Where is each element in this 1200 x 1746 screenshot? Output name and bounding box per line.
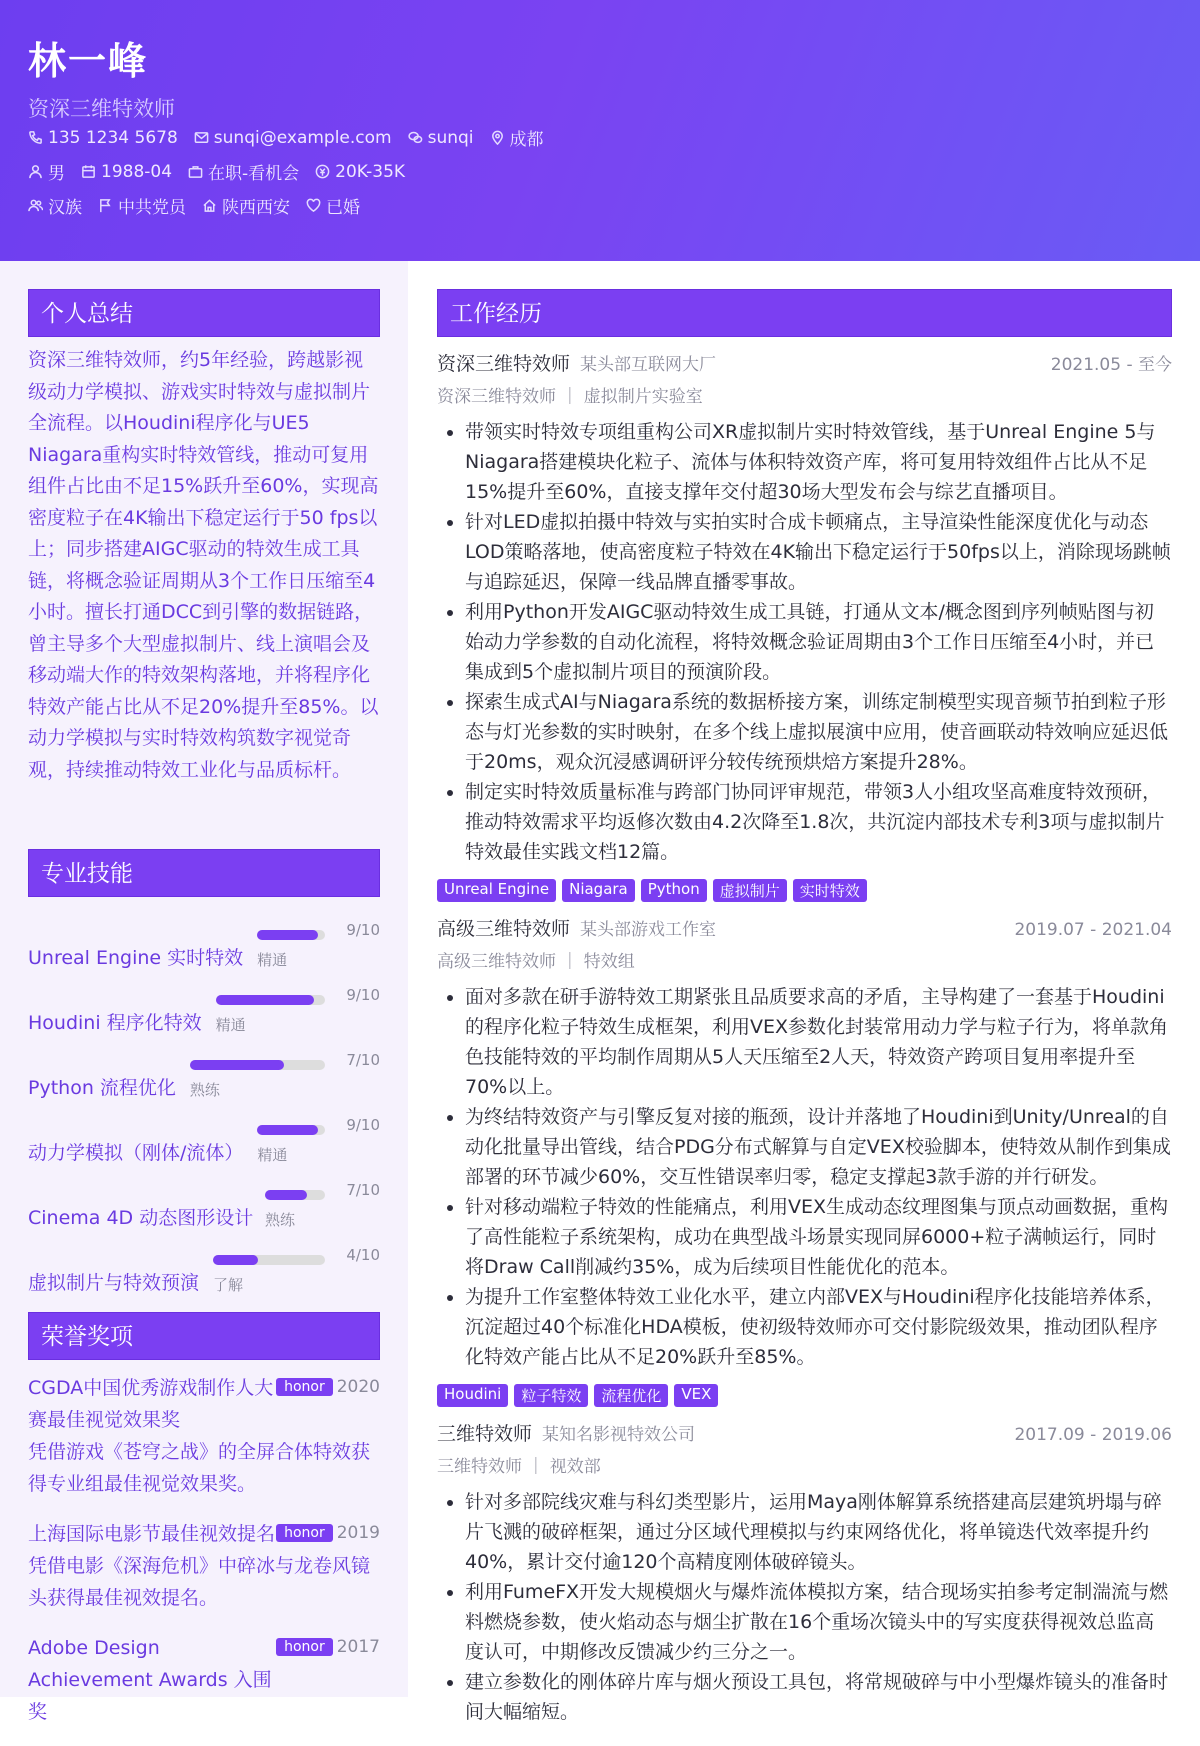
marital-text: 已婚: [326, 198, 360, 218]
location-item: [490, 125, 544, 150]
birth-text: 1988-04: [101, 161, 173, 182]
honor-meta: [276, 1637, 380, 1657]
honor-meta: [276, 1377, 380, 1397]
gender-item: [28, 159, 65, 184]
job-subtitle: 三维特效师 ｜ 视效部: [437, 1457, 601, 1477]
honor-description: 凭借电影《深海危机》中碎冰与龙卷风镜头获得最佳视效提名。: [28, 1555, 371, 1609]
honor-item: [28, 1372, 380, 1500]
skill-score: 7/10: [346, 1051, 380, 1069]
honor-badge: honor: [276, 1378, 333, 1396]
job-header: [437, 349, 1172, 376]
skill-bar: [257, 1125, 325, 1135]
honor-name: Adobe Design Achievement Awards 入围奖: [28, 1637, 272, 1723]
email-item[interactable]: [194, 128, 392, 148]
wechat-item[interactable]: [408, 128, 474, 148]
job-subtitle: 资深三维特效师 ｜ 虚拟制片实验室: [437, 387, 703, 407]
job-entry: [437, 914, 1172, 1407]
politics-item: [98, 193, 186, 218]
skill-item: [28, 1051, 380, 1116]
gender-text: 男: [48, 164, 65, 184]
job-bullet: • 利用FumeFX开发大规模烟火与爆炸流体模拟方案，结合现场实拍参考定制湍流与燃料燃烧参数，使火焰动态与烟尘扩散在16个重场次镜头中的写实度获得视效总监高度认可，中期修改反馈减少约三分之一。: [465, 1577, 1172, 1667]
skill-level: 精通: [257, 1146, 288, 1164]
job-bullet: • 利用Python开发AIGC驱动特效生成工具链，打通从文本/概念图到序列帧贴图与初始动力学参数的自动化流程，将特效概念验证周期由3个工作日压缩至4小时，并已集成到5个虚拟制片项目的预演阶段。: [465, 597, 1172, 687]
honor-year: 2017: [336, 1637, 380, 1657]
skills-section: [28, 849, 380, 1311]
job-tags: [437, 1384, 1172, 1407]
job-date: 2021.05 - 至今: [1050, 355, 1172, 375]
calendar-icon: [81, 164, 96, 179]
skill-bar: [257, 930, 325, 940]
personal-row: [28, 159, 405, 184]
skill-score: 7/10: [346, 1181, 380, 1199]
skill-level: 了解: [213, 1276, 244, 1294]
salary-icon: [315, 164, 330, 179]
skill-level: 熟练: [189, 1081, 220, 1099]
user-icon: [28, 164, 43, 179]
job-header: [437, 914, 1172, 941]
skill-score: 4/10: [346, 1246, 380, 1264]
job-title: 三维特效师: [437, 1423, 533, 1445]
wechat-text: sunqi: [427, 127, 474, 148]
background-row: [28, 193, 360, 218]
skill-level: 精通: [257, 951, 288, 969]
job-bullet: • 带领实时特效专项组重构公司XR虚拟制片实时特效管线，基于Unreal Engine 5与Niagara搭建模块化粒子、流体与体积特效资产库，将可复用特效组件占比从不足15%提升至60%，直接支撑年交付超30场大型发布会与综艺直播项目。: [465, 417, 1172, 507]
skills-list: [28, 921, 380, 1311]
job-subtitle: 高级三维特效师 ｜ 特效组: [437, 952, 635, 972]
job-bullet: • 制定实时特效质量标准与跨部门协同评审规范，带领3人小组攻坚高难度特效预研，推动特效需求平均返修次数由4.2次降至1.8次，共沉淀内部技术专利3项与虚拟制片特效最佳实践文档12篇。: [465, 777, 1172, 867]
skill-bar-fill: [257, 930, 318, 940]
skill-tag: Houdini: [437, 1384, 508, 1407]
job-company: 某知名影视特效公司: [542, 1425, 696, 1445]
email-text: sunqi@example.com: [213, 127, 392, 148]
skill-level: 精通: [215, 1016, 246, 1034]
skill-bar-fill: [190, 1060, 285, 1070]
salary-item: [315, 162, 405, 182]
home-icon: [202, 198, 217, 213]
honor-badge: honor: [276, 1524, 333, 1542]
skill-tag: Unreal Engine: [437, 879, 556, 902]
honor-item: [28, 1632, 380, 1728]
honor-badge: honor: [276, 1638, 333, 1656]
summary-text: 资深三维特效师，约5年经验，跨越影视级动力学模拟、游戏实时特效与虚拟制片全流程。以Houdini程序化与UE5 Niagara重构实时特效管线，推动可复用组件占比由不足15%跃升至60%，实现高密度粒子在4K输出下稳定运行于50 fps以上；同步搭建AIGC驱动的特效生成工具链，将概念验证周期从3个工作日压缩至4小时。擅长打通DCC到引擎的数据链路，曾主导多个大型虚拟制片、线上演唱会及移动端大作的特效架构落地，并将程序化特效产能占比从不足20%提升至85%。以动力学模拟与实时特效构筑数字视觉奇观，持续推动特效工业化与品质标杆。: [28, 349, 379, 781]
skill-bar: [265, 1190, 325, 1200]
skill-tag: 实时特效: [793, 879, 867, 902]
honors-section: [28, 1312, 380, 1746]
job-bullet: • 为提升工作室整体特效工业化水平，建立内部VEX与Houdini程序化技能培养体系，沉淀超过40个标准化HDA模板，使初级特效师亦可交付影院级效果，推动团队程序化特效产能占比从不足20%跃升至85%。: [465, 1282, 1172, 1372]
job-entry: [437, 349, 1172, 902]
contact-row: [28, 125, 544, 150]
skill-bar: [190, 1060, 325, 1070]
job-bullets: [437, 417, 1172, 867]
job-bullet: • 面对多款在研手游特效工期紧张且品质要求高的矛盾，主导构建了一套基于Houdini的程序化粒子特效生成框架，利用VEX参数化封装常用动力学与粒子行为，将单款角色技能特效的平均制作周期从5人天压缩至2人天，特效资产跨项目复用率提升至70%以上。: [465, 982, 1172, 1102]
job-date: 2019.07 - 2021.04: [1014, 920, 1172, 940]
skill-bar-fill: [265, 1190, 307, 1200]
flag-icon: [98, 198, 113, 213]
mail-icon: [194, 130, 209, 145]
skill-bar-fill: [257, 1125, 318, 1135]
hometown-item: [202, 193, 290, 218]
marital-item: [306, 193, 360, 218]
jobs-list: [437, 349, 1172, 1727]
phone-item[interactable]: [28, 128, 178, 148]
honors-list: [28, 1372, 380, 1728]
job-header: [437, 1419, 1172, 1446]
skill-bar-fill: [213, 1255, 258, 1265]
briefcase-icon: [188, 164, 203, 179]
job-title-group: [437, 1419, 695, 1446]
group-icon: [28, 198, 43, 213]
job-title: 高级三维特效师: [437, 918, 571, 940]
job-company: 某头部游戏工作室: [580, 920, 717, 940]
salary-text: 20K-35K: [335, 161, 406, 182]
skill-item: [28, 921, 380, 986]
skill-score: 9/10: [346, 1116, 380, 1134]
status-item: [188, 159, 299, 184]
right-column: [437, 289, 1172, 1727]
skill-bar: [213, 1255, 325, 1265]
left-column: [0, 261, 408, 1723]
status-text: 在职-看机会: [208, 164, 300, 184]
skill-tag: Niagara: [562, 879, 635, 902]
honor-top: [28, 1372, 380, 1436]
job-date: 2017.09 - 2019.06: [1014, 1425, 1172, 1445]
wechat-icon: [408, 130, 423, 145]
job-bullet: • 针对移动端粒子特效的性能痛点，利用VEX生成动态纹理图集与顶点动画数据，重构了高性能粒子系统架构，成功在典型战斗场景实现同屏6000+粒子满帧运行，同时将Draw Call削减约35%，成为后续项目性能优化的范本。: [465, 1192, 1172, 1282]
skill-name: Python 流程优化: [28, 1077, 176, 1099]
job-bullet: • 针对LED虚拟拍摄中特效与实拍实时合成卡顿痛点，主导渲染性能深度优化与动态LOD策略落地，使高密度粒子特效在4K输出下稳定运行于50fps以上，消除现场跳帧与追踪延迟，保障一线品牌直播零事故。: [465, 507, 1172, 597]
skill-name: Houdini 程序化特效: [28, 1012, 202, 1034]
location-icon: [490, 130, 505, 145]
job-title-group: [437, 349, 716, 376]
summary-heading: 个人总结: [28, 289, 380, 337]
skill-name: Cinema 4D 动态图形设计: [28, 1207, 254, 1229]
phone-text: 135 1234 5678: [48, 127, 178, 148]
honor-item: [28, 1518, 380, 1614]
job-title-group: [437, 914, 716, 941]
skill-score: 9/10: [346, 986, 380, 1004]
job-bullet: • 建立参数化的刚体碎片库与烟火预设工具包，将常规破碎与中小型爆炸镜头的准备时间大幅缩短。: [465, 1667, 1172, 1727]
skill-tag: VEX: [674, 1384, 718, 1407]
skill-name: Unreal Engine 实时特效: [28, 947, 244, 969]
honor-year: 2020: [336, 1377, 380, 1397]
honor-year: 2019: [336, 1523, 380, 1543]
job-bullet: • 为终结特效资产与引擎反复对接的瓶颈，设计并落地了Houdini到Unity/Unreal的自动化批量导出管线，结合PDG分布式解算与自定VEX校验脚本，使特效从制作到集成部署的环节减少60%，交互性错误率归零，稳定支撑起3款手游的并行研发。: [465, 1102, 1172, 1192]
skill-item: [28, 986, 380, 1051]
skill-item: [28, 1181, 380, 1246]
phone-icon: [28, 130, 43, 145]
heart-icon: [306, 198, 321, 213]
skill-bar: [216, 995, 325, 1005]
job-title: 资深三维特效师: [437, 353, 571, 375]
job-bullets: [437, 1487, 1172, 1727]
skill-item: [28, 1116, 380, 1181]
skill-tag: Python: [641, 879, 707, 902]
skill-item: [28, 1246, 380, 1311]
work-heading: 工作经历: [437, 289, 1172, 337]
candidate-title: 资深三维特效师: [28, 97, 175, 121]
skill-tag: 粒子特效: [514, 1384, 588, 1407]
honor-name: 上海国际电影节最佳视效提名: [28, 1523, 276, 1545]
honor-description: 凭借游戏《苍穹之战》的全屏合体特效获得专业组最佳视觉效果奖。: [28, 1441, 371, 1495]
skills-heading: 专业技能: [28, 849, 380, 897]
skill-level: 熟练: [265, 1211, 296, 1229]
skill-score: 9/10: [346, 921, 380, 939]
job-entry: [437, 1419, 1172, 1727]
honor-name: CGDA中国优秀游戏制作人大赛最佳视觉效果奖: [28, 1377, 274, 1431]
summary-section: [28, 289, 380, 786]
resume-header: [0, 0, 1200, 261]
candidate-name: 林一峰: [28, 39, 149, 83]
skill-tag: 流程优化: [594, 1384, 668, 1407]
skill-bar-fill: [216, 995, 314, 1005]
skill-tag: 虚拟制片: [713, 879, 787, 902]
job-bullets: [437, 982, 1172, 1372]
job-tags: [437, 879, 1172, 902]
politics-text: 中共党员: [118, 198, 186, 218]
job-company: 某头部互联网大厂: [580, 355, 717, 375]
birth-item: [81, 162, 172, 182]
hometown-text: 陕西西安: [222, 198, 290, 218]
ethnicity-text: 汉族: [48, 198, 82, 218]
honor-top: [28, 1632, 380, 1728]
ethnicity-item: [28, 193, 82, 218]
skill-name: 虚拟制片与特效预演: [28, 1272, 200, 1294]
honor-top: [28, 1518, 380, 1550]
skill-name: 动力学模拟（刚体/流体）: [28, 1142, 244, 1164]
location-text: 成都: [509, 130, 544, 150]
job-bullet: • 探索生成式AI与Niagara系统的数据桥接方案，训练定制模型实现音频节拍到粒子形态与灯光参数的实时映射，在多个线上虚拟展演中应用，使音画联动特效响应延迟低于20ms，观众沉浸感调研评分较传统预烘焙方案提升28%。: [465, 687, 1172, 777]
job-bullet: • 针对多部院线灾难与科幻类型影片，运用Maya刚体解算系统搭建高层建筑坍塌与碎片飞溅的破碎框架，通过分区域代理模拟与约束网络优化，将单镜迭代效率提升约40%，累计交付逾120个高精度刚体破碎镜头。: [465, 1487, 1172, 1577]
honor-meta: [276, 1523, 380, 1543]
honors-heading: 荣誉奖项: [28, 1312, 380, 1360]
